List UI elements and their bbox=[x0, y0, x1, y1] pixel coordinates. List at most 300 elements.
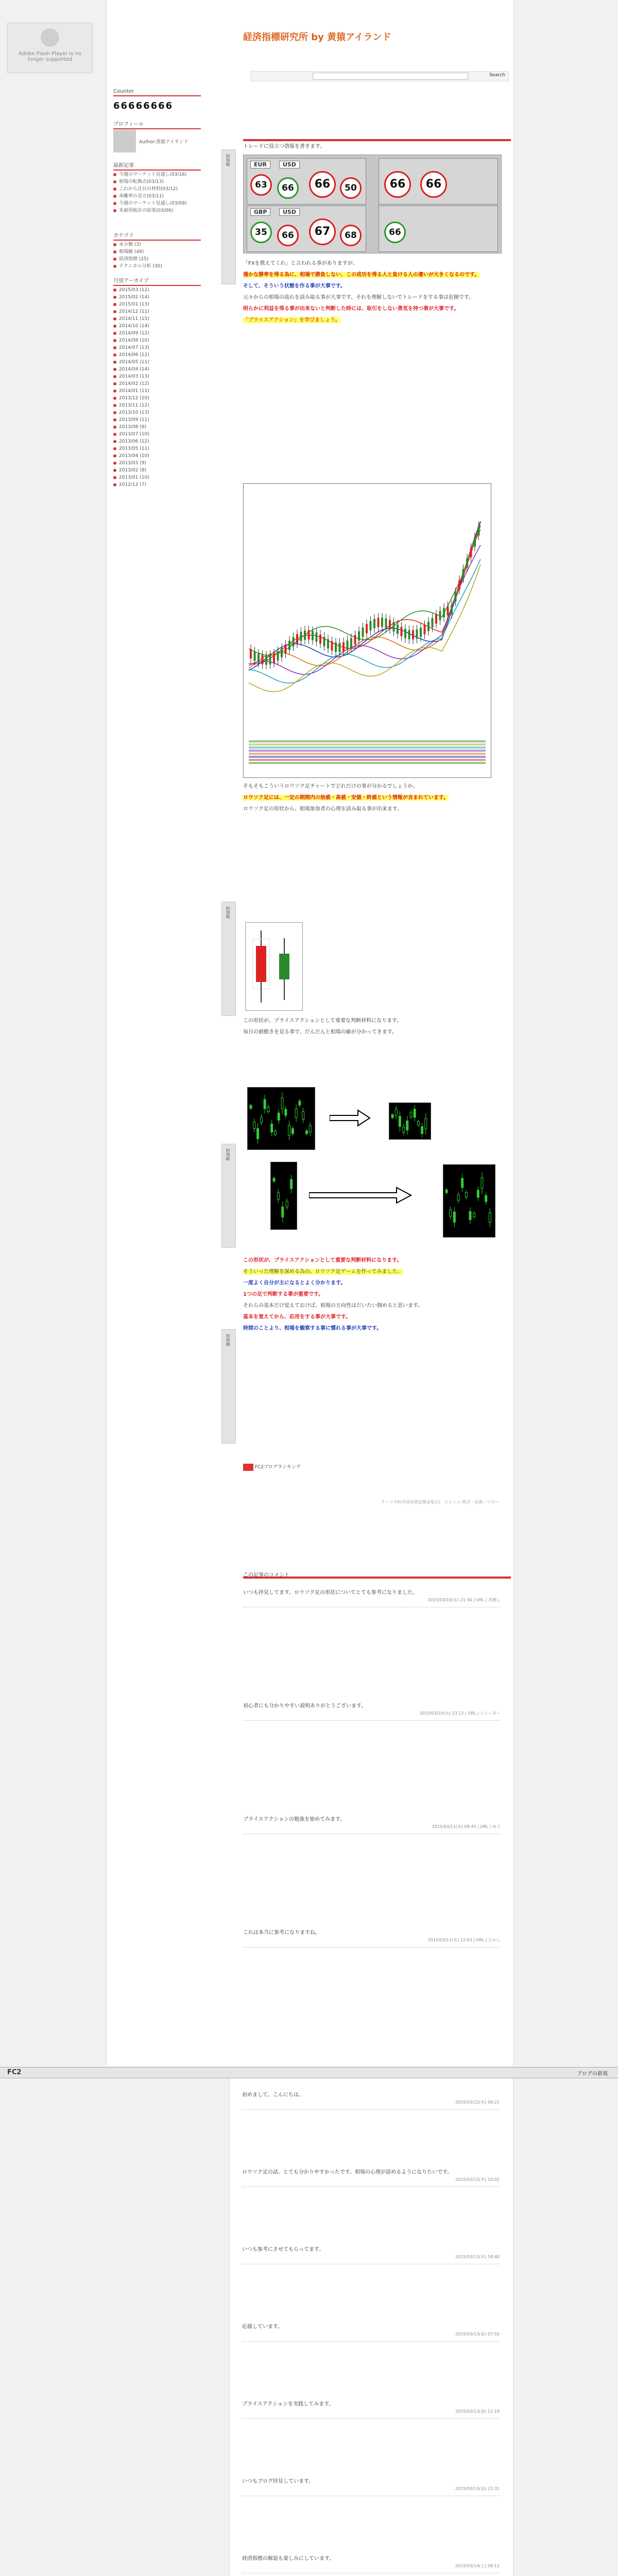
bullet-icon bbox=[113, 209, 116, 212]
bullet-icon bbox=[113, 339, 116, 342]
bullet-icon bbox=[113, 180, 116, 183]
archive-item[interactable] bbox=[113, 395, 201, 402]
fx-pair-gbp bbox=[247, 206, 366, 252]
candle-panel bbox=[389, 1103, 431, 1140]
post-category-tab[interactable] bbox=[221, 149, 236, 284]
recent-item[interactable] bbox=[113, 207, 201, 214]
candle-body bbox=[250, 649, 252, 658]
highlight-text: 僅かな勝率を得る為に、相場で勝負しない、この成功を得る人と負ける人の違いが大きくなるのです。 bbox=[243, 272, 480, 278]
bullet-icon bbox=[113, 404, 116, 407]
archive-item-label: 2014/08 (10) bbox=[119, 338, 149, 343]
candle-body bbox=[295, 1109, 297, 1117]
category-item[interactable] bbox=[113, 241, 201, 248]
archive-item-label: 2014/06 (12) bbox=[119, 352, 149, 358]
archive-item-label: 2013/10 (13) bbox=[119, 410, 149, 415]
comment-text: これは本当に参考になりますね。 bbox=[243, 1930, 320, 1936]
archive-item[interactable] bbox=[113, 301, 201, 308]
highlight-text: 「プライスアクション」を学びましょう。 bbox=[243, 317, 341, 323]
flash-notice-text: Adobe Flash Player is no longer supported bbox=[18, 51, 82, 62]
candle-body bbox=[331, 641, 333, 651]
candle-body bbox=[354, 635, 356, 644]
bullet-icon bbox=[113, 361, 116, 364]
comment-meta: 2015/03/13(金) 07:55 bbox=[455, 2332, 500, 2336]
candle-body bbox=[481, 1178, 483, 1189]
candle-body bbox=[424, 625, 426, 634]
comment-text: プライスアクションの勉強を始めてみます。 bbox=[243, 1817, 346, 1822]
archive-item-label: 2014/11 (15) bbox=[119, 316, 149, 321]
paragraph bbox=[243, 272, 501, 279]
comment-meta: 2015/03/10(火) 23:12 | URL | トレーダー bbox=[419, 1711, 501, 1716]
recent-item-label: 今週のマーケット見通し(03/09) bbox=[119, 201, 187, 206]
archive-item[interactable] bbox=[113, 315, 201, 323]
counter-heading: Counter bbox=[113, 89, 201, 96]
recent-item-label: 今週のマーケット見通し(03/16) bbox=[119, 172, 187, 177]
post-category-label: 相場観 bbox=[226, 154, 230, 166]
counter-value: 66666666 bbox=[113, 100, 174, 111]
right-arrow-icon bbox=[330, 1108, 371, 1128]
archive-item[interactable] bbox=[113, 387, 201, 395]
archive-item[interactable] bbox=[113, 323, 201, 330]
archive-item-label: 2013/11 (12) bbox=[119, 403, 149, 408]
candle-body bbox=[414, 1109, 416, 1117]
recent-item[interactable] bbox=[113, 193, 201, 200]
comment-meta: 2015/03/12(木) 18:40 bbox=[455, 2255, 500, 2259]
paragraph bbox=[243, 1257, 501, 1264]
comment-meta: 2015/03/13(金) 12:19 bbox=[455, 2409, 500, 2414]
archive-item-label: 2013/05 (11) bbox=[119, 446, 149, 451]
archive-item-label: 2013/09 (11) bbox=[119, 417, 149, 422]
bullet-icon bbox=[113, 447, 116, 450]
candle-body bbox=[260, 1117, 262, 1123]
paragraph bbox=[243, 794, 501, 802]
archive-item-label: 2015/01 (13) bbox=[119, 302, 149, 307]
archive-item[interactable] bbox=[113, 467, 201, 474]
highlight-text: ロウソク足には、一定の期間内の始値・高値・安値・終値という情報が含まれています。 bbox=[243, 795, 449, 801]
paragraph bbox=[243, 1291, 501, 1298]
fc2-logo[interactable]: FC2 bbox=[7, 2069, 22, 2076]
candle-body bbox=[435, 614, 437, 623]
candle-body bbox=[447, 606, 449, 615]
comment-item bbox=[242, 2401, 500, 2419]
archive-item[interactable] bbox=[113, 445, 201, 452]
candle-body bbox=[466, 558, 468, 568]
candle-body bbox=[299, 1101, 301, 1105]
candle-body bbox=[366, 624, 368, 633]
candle-body bbox=[282, 1207, 284, 1217]
candlestick-chart bbox=[243, 483, 491, 778]
candle-body bbox=[404, 629, 406, 638]
gauge: 66 bbox=[277, 225, 299, 246]
fx-pair-eur-2 bbox=[379, 158, 498, 205]
archive-item[interactable] bbox=[113, 380, 201, 387]
bullet-icon bbox=[113, 483, 116, 486]
candle-panel bbox=[443, 1164, 495, 1238]
archive-item-label: 2014/03 (13) bbox=[119, 374, 149, 379]
archive-item-label: 2014/02 (12) bbox=[119, 381, 149, 386]
fx-pair-gbp-2 bbox=[379, 206, 498, 252]
candle-body bbox=[319, 635, 321, 644]
candle-body bbox=[278, 1113, 280, 1120]
bullet-icon bbox=[113, 188, 116, 191]
candle-body bbox=[470, 548, 472, 557]
archive-item-label: 2013/08 (9) bbox=[119, 425, 146, 430]
archive-item[interactable] bbox=[113, 286, 201, 294]
comment-text: 経済指標の解説も楽しみにしています。 bbox=[242, 2556, 335, 2562]
candle-body bbox=[385, 618, 387, 628]
category-item-label: テクニカル分析 (30) bbox=[119, 264, 162, 269]
candle-body bbox=[450, 1210, 452, 1216]
site-title[interactable]: 経済指標研究所 by 黄猿アイランド bbox=[243, 32, 391, 43]
bullet-icon bbox=[113, 317, 116, 320]
candle-body bbox=[425, 1118, 427, 1129]
candle-body bbox=[350, 638, 352, 648]
candle-body bbox=[478, 526, 480, 535]
post-side-tab-2[interactable] bbox=[221, 1144, 236, 1248]
comment-meta: 2015/03/10(火) 21:34 | URL | 名無し bbox=[427, 1598, 501, 1602]
chart-caption: そもそもこういうロウソク足チャートでどれだけの事が分かるでしょうか。 bbox=[243, 784, 418, 789]
candle-body bbox=[489, 1213, 491, 1223]
archive-item-label: 2014/05 (11) bbox=[119, 360, 149, 365]
paragraph: それらの基本だけ覚えておけば、相場の方向性はだいたい掴めると思います。 bbox=[243, 1303, 423, 1309]
candle-body bbox=[458, 580, 460, 589]
comment-meta: 2015/03/11(水) 12:03 | URL | たかし bbox=[427, 1938, 501, 1942]
post-intro-text: トレードに役立つ情報を書きます。 bbox=[243, 144, 325, 149]
post-side-tab-3[interactable] bbox=[221, 1329, 236, 1444]
recent-item[interactable] bbox=[113, 178, 201, 185]
candle-body bbox=[420, 628, 422, 637]
recent-item-label: これから注目の材料(03/12) bbox=[119, 187, 178, 192]
pair-currency: USD bbox=[279, 208, 300, 216]
volume-band bbox=[249, 740, 486, 742]
bullet-icon bbox=[113, 462, 116, 465]
candle-body bbox=[296, 634, 298, 643]
author-name[interactable]: Author:黄猿アイランド bbox=[139, 140, 188, 145]
candle-body bbox=[451, 605, 453, 614]
comment-text: ロウソク足の話、とても分かりやすかったです。相場の心理が読めるようになりたいです。 bbox=[242, 2170, 453, 2175]
candle-body bbox=[288, 641, 290, 650]
archive-item[interactable] bbox=[113, 431, 201, 438]
candle-body bbox=[293, 637, 295, 647]
candle-body bbox=[410, 1112, 412, 1117]
gauge: 50 bbox=[340, 177, 362, 199]
archive-item-label: 2013/01 (10) bbox=[119, 475, 149, 480]
candle-body bbox=[373, 619, 375, 628]
volume-band bbox=[249, 759, 486, 761]
recent-item[interactable] bbox=[113, 171, 201, 178]
candle-body bbox=[457, 1195, 459, 1200]
avatar bbox=[113, 130, 136, 152]
recent-item-label: 米雇用統計の結果(03/06) bbox=[119, 208, 173, 213]
comment-item bbox=[243, 1703, 501, 1721]
recent-item-label: 乖離率の見方(03/11) bbox=[119, 194, 164, 199]
right-arrow-icon bbox=[309, 1185, 412, 1206]
candle-body bbox=[455, 592, 457, 601]
bullet-icon bbox=[113, 195, 116, 198]
archive-item-label: 2013/02 (8) bbox=[119, 468, 146, 473]
candle-body bbox=[256, 946, 266, 982]
archive-item[interactable] bbox=[113, 351, 201, 359]
pair-name: GBP bbox=[250, 208, 270, 216]
candle-body bbox=[347, 640, 349, 650]
gauge: 66 bbox=[384, 222, 406, 243]
paragraph: 「FXを教えてくれ」と言われる事がありますが、 bbox=[243, 261, 358, 266]
comment-text: プライスアクションを実践してみます。 bbox=[242, 2401, 334, 2407]
archive-item[interactable] bbox=[113, 452, 201, 460]
gauge: 66 bbox=[309, 171, 336, 198]
candle-body bbox=[308, 630, 310, 639]
fc2-header-bar bbox=[0, 2067, 618, 2078]
comment-text: 初心者にも分かりやすい説明ありがとうございます。 bbox=[243, 1703, 367, 1709]
volume-band bbox=[249, 743, 486, 745]
category-item[interactable] bbox=[113, 248, 201, 256]
archive-item[interactable] bbox=[113, 481, 201, 488]
candle-body bbox=[254, 652, 256, 661]
archive-item[interactable] bbox=[113, 416, 201, 423]
bullet-icon bbox=[113, 289, 116, 292]
archive-item[interactable] bbox=[113, 474, 201, 481]
candle-body bbox=[309, 1126, 311, 1132]
paragraph bbox=[243, 1325, 501, 1332]
highlight-text: そういった理解を深める為の、ロウソク足ゲームを作ってみました。 bbox=[243, 1269, 403, 1275]
candle-body bbox=[262, 655, 264, 664]
bullet-icon bbox=[113, 397, 116, 400]
highlight-text: 時間のことより、相場を観察する事に慣れる事が大事です。 bbox=[243, 1326, 382, 1331]
archive-item[interactable] bbox=[113, 402, 201, 409]
bullet-icon bbox=[113, 418, 116, 421]
candle-body bbox=[342, 642, 345, 652]
candle-body bbox=[421, 1126, 423, 1133]
candle-body bbox=[395, 1109, 397, 1116]
candle-body bbox=[461, 1178, 464, 1188]
bullet-icon bbox=[113, 426, 116, 429]
archive-item-label: 2013/04 (10) bbox=[119, 453, 149, 459]
candle-body bbox=[257, 1129, 259, 1139]
candle-body bbox=[273, 654, 275, 663]
gauge: 66 bbox=[277, 177, 299, 199]
category-item[interactable] bbox=[113, 256, 201, 263]
archive-item[interactable] bbox=[113, 359, 201, 366]
gauge: 67 bbox=[309, 218, 336, 245]
paragraph bbox=[243, 1268, 501, 1276]
candle-body bbox=[474, 537, 476, 547]
bullet-icon bbox=[113, 296, 116, 299]
category-heading: カテゴリ bbox=[113, 231, 201, 241]
candle-panel bbox=[270, 1162, 297, 1230]
comment-item bbox=[242, 2246, 500, 2264]
highlight-text: そして、そういう状態を作る事が大事です。 bbox=[243, 283, 346, 289]
bullet-icon bbox=[113, 476, 116, 479]
bullet-icon bbox=[113, 411, 116, 414]
candle-body bbox=[391, 1114, 393, 1117]
pair-name: EUR bbox=[250, 161, 270, 168]
bullet-icon bbox=[113, 382, 116, 385]
archive-item[interactable] bbox=[113, 409, 201, 416]
candle-body bbox=[269, 655, 271, 664]
archive-item[interactable] bbox=[113, 344, 201, 351]
post-footer: テーマ:FX(外国為替証拠金取引) ジャンル:株式・投資・マネー bbox=[381, 1500, 500, 1504]
bullet-icon bbox=[113, 325, 116, 328]
archive-item-label: 2014/10 (14) bbox=[119, 324, 149, 329]
post-side-tab-label: 相場観 bbox=[226, 1148, 230, 1161]
candle-body bbox=[469, 1211, 471, 1219]
archive-item-label: 2013/07 (10) bbox=[119, 432, 149, 437]
archive-item-label: 2014/04 (14) bbox=[119, 367, 149, 372]
archive-item[interactable] bbox=[113, 330, 201, 337]
category-item-label: 未分類 (3) bbox=[119, 242, 141, 247]
candle-body bbox=[258, 654, 260, 663]
volume-band bbox=[249, 756, 486, 758]
ranking-label: FC2ブログランキング bbox=[254, 1465, 301, 1470]
pair-currency: USD bbox=[279, 161, 300, 168]
candle-body bbox=[377, 618, 380, 627]
bullet-icon bbox=[113, 469, 116, 472]
gauge: 66 bbox=[420, 171, 447, 198]
archive-item-label: 2015/02 (14) bbox=[119, 295, 149, 300]
post-side-tab-label: 相場観 bbox=[226, 906, 230, 919]
archive-item-label: 2014/12 (11) bbox=[119, 309, 149, 314]
archive-item-label: 2013/12 (10) bbox=[119, 396, 149, 401]
post-body-4 bbox=[243, 1257, 501, 1336]
candle-body bbox=[412, 630, 414, 639]
comment-item bbox=[242, 2478, 500, 2496]
paragraph bbox=[243, 306, 501, 313]
candle-body bbox=[399, 1116, 401, 1127]
candle-body bbox=[453, 1212, 455, 1222]
comment-meta: 2015/03/13(金) 22:31 bbox=[455, 2486, 500, 2491]
candle-body bbox=[465, 1193, 467, 1197]
comment-item bbox=[243, 1589, 501, 1607]
category-list bbox=[113, 241, 201, 270]
candle-body bbox=[323, 637, 325, 646]
candle-body bbox=[277, 651, 279, 660]
candle-body bbox=[281, 648, 283, 657]
bullet-icon bbox=[113, 250, 116, 253]
archive-item[interactable] bbox=[113, 337, 201, 344]
candle-body bbox=[265, 655, 267, 665]
candle-body bbox=[445, 1190, 448, 1193]
comment-item bbox=[243, 1816, 501, 1834]
archive-item-label: 2015/03 (12) bbox=[119, 287, 149, 293]
candle-body bbox=[290, 1179, 293, 1189]
candle-body bbox=[274, 1131, 276, 1134]
recent-list bbox=[113, 171, 201, 214]
volume-band bbox=[249, 747, 486, 749]
candle-body bbox=[327, 639, 329, 649]
archive-item[interactable] bbox=[113, 366, 201, 373]
candle-body bbox=[300, 632, 302, 641]
candle-body bbox=[462, 569, 465, 579]
highlight-text: 明らかに利益を得る事が出来ないと判断した時には、取引をしない勇気を持つ事が大事です。 bbox=[243, 306, 459, 312]
candle-body bbox=[250, 1105, 252, 1108]
candle-body bbox=[286, 1201, 288, 1207]
candle-body bbox=[427, 622, 430, 631]
post-side-tab[interactable] bbox=[221, 902, 236, 1016]
candle-body bbox=[403, 1127, 405, 1133]
archive-list bbox=[113, 286, 201, 488]
archive-item[interactable] bbox=[113, 438, 201, 445]
candle-body bbox=[285, 1109, 287, 1115]
candle-body bbox=[304, 631, 306, 640]
paragraph: ロウソク足の形状から、相場参加者の心理を読み取る事が出来ます。 bbox=[243, 806, 403, 812]
candle-illustration bbox=[245, 922, 303, 1011]
candle-body bbox=[302, 1112, 304, 1120]
archive-item[interactable] bbox=[113, 460, 201, 467]
archive-item-label: 2012/12 (7) bbox=[119, 482, 146, 487]
bullet-icon bbox=[113, 258, 116, 261]
comment-meta: 2015/03/14(土) 09:13 bbox=[455, 2564, 500, 2568]
archive-item-label: 2014/09 (12) bbox=[119, 331, 149, 336]
comment-text: いつもブログ拝見しています。 bbox=[242, 2479, 314, 2484]
paragraph: 毎日の値動きを見る事で、だんだんと相場の癖が分かってきます。 bbox=[243, 1029, 397, 1035]
candle-body bbox=[417, 1122, 419, 1125]
candle-body bbox=[443, 608, 445, 617]
candle-body bbox=[358, 631, 360, 640]
fx-pair-eur bbox=[247, 158, 366, 205]
candle-body bbox=[439, 611, 441, 620]
comment-meta: 2015/03/11(水) 08:45 | URL | ゆう bbox=[432, 1824, 501, 1829]
comment-heading: この記事のコメント bbox=[243, 1572, 289, 1578]
recent-item-label: 相場の転換点(03/13) bbox=[119, 179, 164, 184]
candle-body bbox=[279, 954, 289, 979]
comment-item bbox=[243, 1929, 501, 1947]
highlight-text: 一度よく自分が主になるとよく分かります。 bbox=[243, 1280, 346, 1286]
recent-heading: 最新記事 bbox=[113, 161, 201, 171]
candle-body bbox=[277, 1193, 279, 1199]
comment-item bbox=[242, 2324, 500, 2342]
candle-body bbox=[312, 631, 314, 640]
candle-body bbox=[253, 1122, 255, 1129]
fx-panel bbox=[243, 155, 502, 253]
fc2-blog-ranking[interactable] bbox=[243, 1463, 301, 1471]
recent-item[interactable] bbox=[113, 185, 201, 193]
recent-item[interactable] bbox=[113, 200, 201, 207]
gauge: 66 bbox=[384, 171, 411, 198]
ranking-icon bbox=[243, 1464, 253, 1471]
paragraph bbox=[243, 1314, 501, 1321]
search-button[interactable]: Search bbox=[489, 73, 505, 78]
post-intro bbox=[243, 143, 501, 155]
profile-heading: プロフィール bbox=[113, 120, 201, 129]
gauge: 68 bbox=[340, 225, 362, 246]
bullet-icon bbox=[113, 353, 116, 357]
fc2-new-blog-link[interactable]: ブログの新規 bbox=[577, 2071, 608, 2077]
candle-body bbox=[381, 618, 383, 627]
post-body-3 bbox=[243, 1018, 501, 1040]
category-item[interactable] bbox=[113, 263, 201, 270]
archive-item-label: 2014/01 (11) bbox=[119, 388, 149, 394]
candle-body bbox=[281, 1098, 283, 1109]
comment-text: いつも拝見してます。ロウソク足の形状についてとても参考になりました。 bbox=[243, 1590, 418, 1596]
paragraph: この形状が、プライスアクションとして重要な判断材料になります。 bbox=[243, 1018, 402, 1024]
comment-meta: 2015/03/12(木) 10:02 bbox=[455, 2177, 500, 2182]
comment-item bbox=[242, 2169, 500, 2187]
archive-item[interactable] bbox=[113, 294, 201, 301]
post-body-1 bbox=[243, 260, 501, 328]
candle-body bbox=[291, 1129, 294, 1134]
candle-body bbox=[473, 1213, 475, 1217]
search-input[interactable] bbox=[313, 73, 468, 80]
candle-body bbox=[477, 1190, 479, 1197]
comment-item bbox=[242, 2555, 500, 2573]
archive-item[interactable] bbox=[113, 308, 201, 315]
archive-item[interactable] bbox=[113, 423, 201, 431]
highlight-text: この形状が、プライスアクションとして重要な判断材料になります。 bbox=[243, 1258, 402, 1263]
candle-body bbox=[416, 630, 418, 639]
archive-item[interactable] bbox=[113, 373, 201, 380]
bullet-icon bbox=[113, 332, 116, 335]
bullet-icon bbox=[113, 310, 116, 313]
volume-band bbox=[249, 750, 486, 752]
